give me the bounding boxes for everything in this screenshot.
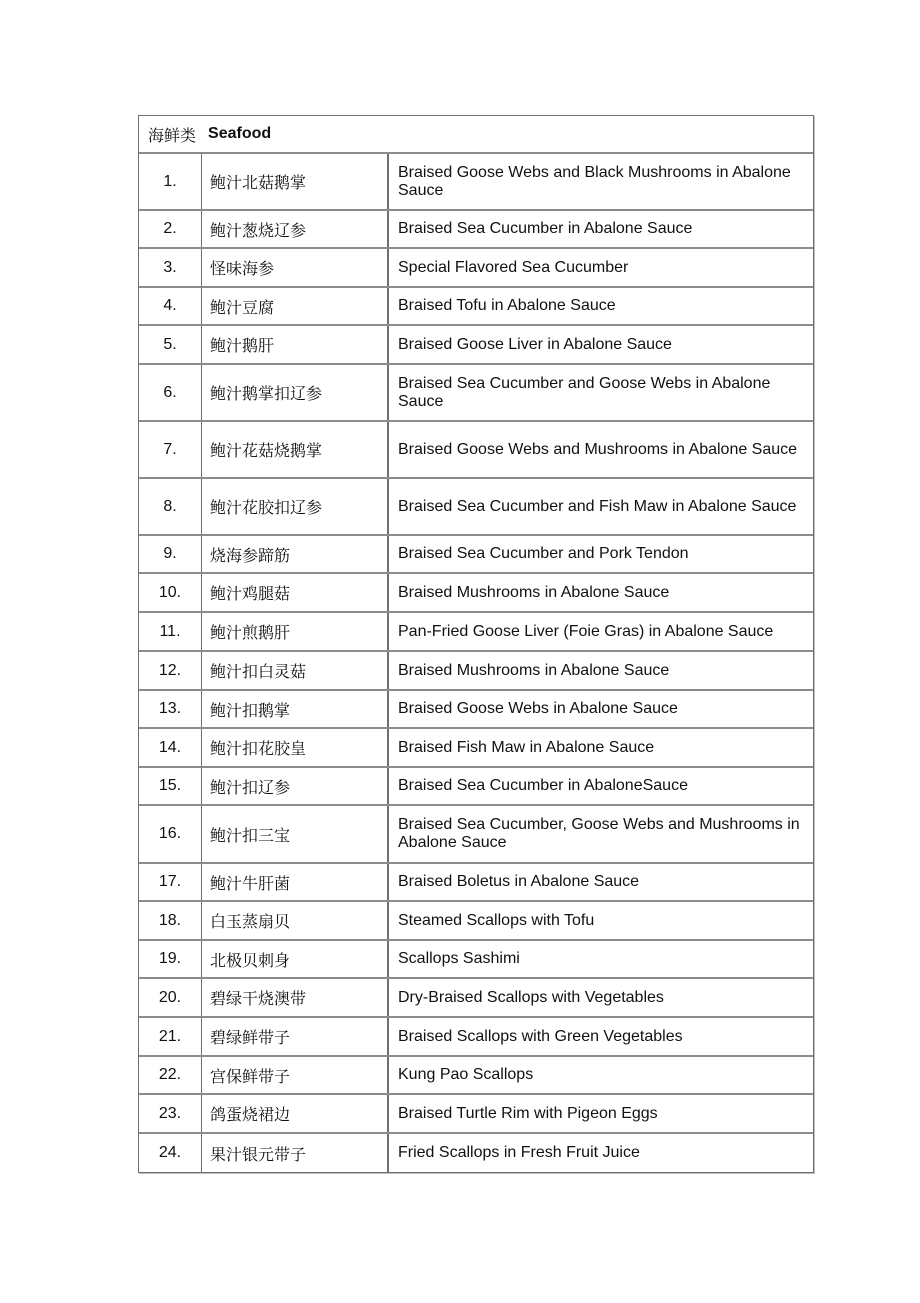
dish-name-chinese: 北极贝刺身 (202, 941, 389, 977)
dish-name-chinese: 鲍汁扣花胶皇 (202, 729, 389, 766)
dish-name-chinese: 鲍汁煎鹅肝 (202, 613, 389, 650)
table-row (139, 864, 813, 902)
table-row (139, 536, 813, 574)
dish-name-chinese: 鲍汁北菇鹅掌 (202, 154, 389, 209)
table-row (139, 806, 813, 864)
table-row (139, 1095, 813, 1134)
table-row (139, 652, 813, 691)
item-number: 19. (139, 941, 202, 977)
table-row (139, 365, 813, 422)
dish-name-chinese: 鸽蛋烧裙边 (202, 1095, 389, 1132)
dish-name-english: Braised Goose Webs in Abalone Sauce (398, 700, 678, 717)
item-number: 10. (139, 574, 202, 611)
dish-name-chinese: 鲍汁鸡腿菇 (202, 574, 389, 611)
item-number: 9. (139, 536, 202, 572)
dish-name-chinese: 果汁银元带子 (202, 1134, 389, 1172)
table-row (139, 288, 813, 326)
dish-name-english: Pan-Fried Goose Liver (Foie Gras) in Abalone Sauce (398, 622, 774, 640)
item-number: 7. (139, 422, 202, 477)
dish-name-english: Dry-Braised Scallops with Vegetables (398, 988, 664, 1006)
item-number: 6. (139, 365, 202, 420)
table-row (139, 979, 813, 1018)
table-row (139, 326, 813, 365)
dish-name-english: Braised Sea Cucumber and Fish Maw in Abalone Sauce (398, 497, 797, 515)
dish-name-english: Braised Mushrooms in Abalone Sauce (398, 661, 670, 679)
dish-name-english: Braised Goose Webs and Mushrooms in Abalone Sauce (398, 440, 798, 458)
table-row (139, 1018, 813, 1057)
header-english-title: Seafood (208, 125, 272, 142)
dish-name-english: Braised Boletus in Abalone Sauce (398, 873, 640, 890)
table-row (139, 768, 813, 806)
item-number: 17. (139, 864, 202, 900)
table-row (139, 1057, 813, 1095)
item-number: 18. (139, 902, 202, 939)
dish-name-english: Braised Mushrooms in Abalone Sauce (398, 583, 670, 601)
table-row (139, 154, 813, 211)
table-row (139, 941, 813, 979)
seafood-menu-table (138, 115, 814, 1173)
table-row (139, 902, 813, 941)
table-row (139, 574, 813, 613)
dish-name-chinese: 鲍汁扣鹅掌 (202, 691, 389, 727)
item-number: 21. (139, 1018, 202, 1055)
dish-name-english: Steamed Scallops with Tofu (398, 911, 595, 929)
dish-name-english: Special Flavored Sea Cucumber (398, 258, 629, 276)
item-number: 13. (139, 691, 202, 727)
table-header (139, 116, 813, 154)
dish-name-chinese: 鲍汁花胶扣辽参 (202, 479, 389, 534)
dish-name-english: Scallops Sashimi (398, 950, 520, 967)
dish-name-chinese: 鲍汁牛肝菌 (202, 864, 389, 900)
dish-name-english: Braised Goose Liver in Abalone Sauce (398, 335, 672, 353)
dish-name-english: Kung Pao Scallops (398, 1066, 534, 1083)
dish-name-english: Braised Tofu in Abalone Sauce (398, 297, 616, 314)
dish-name-chinese: 鲍汁扣辽参 (202, 768, 389, 804)
table-row (139, 422, 813, 479)
table-row (139, 613, 813, 652)
item-number: 4. (139, 288, 202, 324)
dish-name-chinese: 鲍汁豆腐 (202, 288, 389, 324)
item-number: 22. (139, 1057, 202, 1093)
table-row (139, 249, 813, 288)
dish-name-chinese: 鲍汁扣三宝 (202, 806, 389, 862)
item-number: 16. (139, 806, 202, 862)
dish-name-chinese: 鲍汁鹅掌扣辽参 (202, 365, 389, 420)
dish-name-english: Braised Fish Maw in Abalone Sauce (398, 738, 655, 756)
table-row (139, 211, 813, 249)
dish-name-english: Braised Sea Cucumber and Pork Tendon (398, 545, 689, 562)
dish-name-chinese: 鲍汁鹅肝 (202, 326, 389, 363)
item-number: 23. (139, 1095, 202, 1132)
dish-name-english: Braised Sea Cucumber in Abalone Sauce (398, 220, 693, 237)
item-number: 5. (139, 326, 202, 363)
item-number: 11. (139, 613, 202, 650)
item-number: 24. (139, 1134, 202, 1172)
header-chinese-title: 海鲜类 (148, 125, 197, 145)
table-row (139, 479, 813, 536)
dish-name-chinese: 鲍汁扣白灵菇 (202, 652, 389, 689)
dish-name-english: Fried Scallops in Fresh Fruit Juice (398, 1144, 640, 1161)
item-number: 14. (139, 729, 202, 766)
item-number: 8. (139, 479, 202, 534)
dish-name-english: Braised Turtle Rim with Pigeon Eggs (398, 1104, 658, 1122)
dish-name-chinese: 烧海参蹄筋 (202, 536, 389, 572)
dish-name-english: Braised Scallops with Green Vegetables (398, 1027, 683, 1045)
item-number: 1. (139, 154, 202, 209)
item-number: 3. (139, 249, 202, 286)
table-row (139, 1134, 813, 1172)
dish-name-english: Braised Sea Cucumber and Goose Webs in Abalone Sauce (398, 374, 771, 410)
dish-name-chinese: 鲍汁花菇烧鹅掌 (202, 422, 389, 477)
item-number: 15. (139, 768, 202, 804)
item-number: 20. (139, 979, 202, 1016)
item-number: 2. (139, 211, 202, 247)
table-row (139, 691, 813, 729)
dish-name-chinese: 鲍汁葱烧辽参 (202, 211, 389, 247)
menu-rows (139, 154, 813, 1172)
dish-name-english: Braised Goose Webs and Black Mushrooms in Abalone Sauce (398, 163, 791, 199)
dish-name-chinese: 碧绿鲜带子 (202, 1018, 389, 1055)
item-number: 12. (139, 652, 202, 689)
dish-name-chinese: 宫保鲜带子 (202, 1057, 389, 1093)
table-row (139, 729, 813, 768)
dish-name-english: Braised Sea Cucumber, Goose Webs and Mushrooms in Abalone Sauce (398, 816, 800, 851)
dish-name-chinese: 白玉蒸扇贝 (202, 902, 389, 939)
dish-name-chinese: 碧绿干烧澳带 (202, 979, 389, 1016)
dish-name-chinese: 怪味海参 (202, 249, 389, 286)
dish-name-english: Braised Sea Cucumber in AbaloneSauce (398, 777, 688, 794)
